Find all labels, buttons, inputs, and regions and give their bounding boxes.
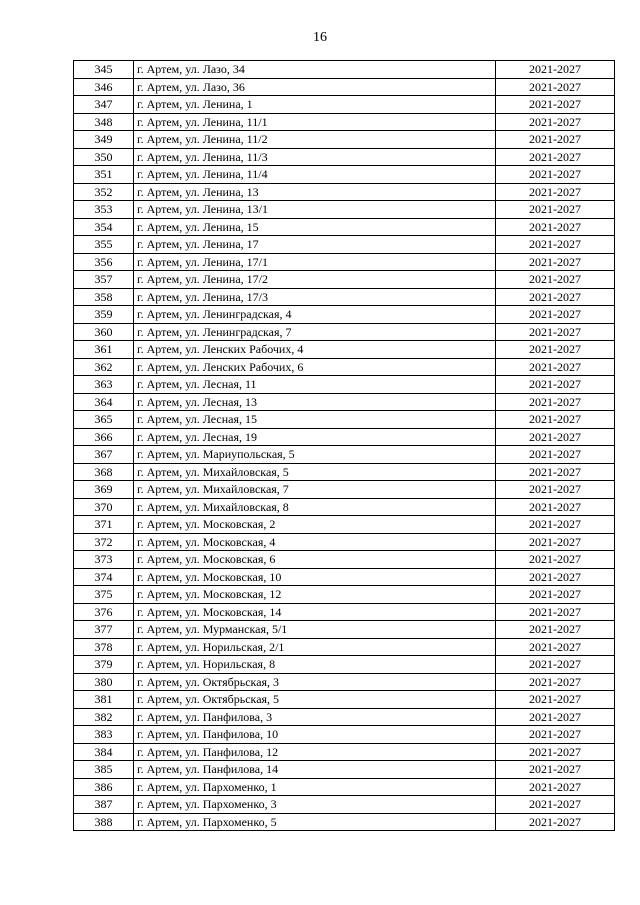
row-number-cell: 365 — [74, 411, 134, 429]
row-number-cell: 382 — [74, 708, 134, 726]
address-cell: г. Артем, ул. Московская, 12 — [134, 586, 496, 604]
table-row — [74, 183, 615, 201]
period-cell: 2021-2027 — [496, 673, 615, 691]
row-number-cell: 356 — [74, 253, 134, 271]
address-cell: г. Артем, ул. Ленских Рабочих, 6 — [134, 358, 496, 376]
period-cell: 2021-2027 — [496, 236, 615, 254]
row-number-cell: 378 — [74, 638, 134, 656]
table-row — [74, 638, 615, 656]
row-number-cell: 376 — [74, 603, 134, 621]
table-row — [74, 96, 615, 114]
row-number-cell: 383 — [74, 726, 134, 744]
address-cell: г. Артем, ул. Лесная, 15 — [134, 411, 496, 429]
row-number-cell: 358 — [74, 288, 134, 306]
address-cell: г. Артем, ул. Московская, 6 — [134, 551, 496, 569]
period-cell: 2021-2027 — [496, 78, 615, 96]
row-number-cell: 360 — [74, 323, 134, 341]
table-row — [74, 341, 615, 359]
table-row — [74, 778, 615, 796]
table-row — [74, 271, 615, 289]
table-row — [74, 446, 615, 464]
period-cell: 2021-2027 — [496, 411, 615, 429]
period-cell: 2021-2027 — [496, 743, 615, 761]
table-row — [74, 428, 615, 446]
table-row — [74, 148, 615, 166]
period-cell: 2021-2027 — [496, 271, 615, 289]
period-cell: 2021-2027 — [496, 568, 615, 586]
table-row — [74, 323, 615, 341]
table-row — [74, 603, 615, 621]
period-cell: 2021-2027 — [496, 358, 615, 376]
table-row — [74, 568, 615, 586]
table-row — [74, 498, 615, 516]
table-row — [74, 586, 615, 604]
period-cell: 2021-2027 — [496, 463, 615, 481]
table-row — [74, 113, 615, 131]
row-number-cell: 364 — [74, 393, 134, 411]
table-row — [74, 708, 615, 726]
address-cell: г. Артем, ул. Ленина, 11/2 — [134, 131, 496, 149]
address-cell: г. Артем, ул. Норильская, 8 — [134, 656, 496, 674]
period-cell: 2021-2027 — [496, 533, 615, 551]
row-number-cell: 352 — [74, 183, 134, 201]
row-number-cell: 361 — [74, 341, 134, 359]
period-cell: 2021-2027 — [496, 446, 615, 464]
address-cell: г. Артем, ул. Михайловская, 8 — [134, 498, 496, 516]
period-cell: 2021-2027 — [496, 306, 615, 324]
table-row — [74, 463, 615, 481]
row-number-cell: 381 — [74, 691, 134, 709]
row-number-cell: 359 — [74, 306, 134, 324]
row-number-cell: 348 — [74, 113, 134, 131]
table-row — [74, 621, 615, 639]
address-cell: г. Артем, ул. Панфилова, 3 — [134, 708, 496, 726]
table-row — [74, 411, 615, 429]
period-cell: 2021-2027 — [496, 516, 615, 534]
period-cell: 2021-2027 — [496, 218, 615, 236]
period-cell: 2021-2027 — [496, 778, 615, 796]
row-number-cell: 377 — [74, 621, 134, 639]
period-cell: 2021-2027 — [496, 131, 615, 149]
row-number-cell: 387 — [74, 796, 134, 814]
table-row — [74, 61, 615, 79]
table-row — [74, 551, 615, 569]
page-number: 16 — [313, 30, 327, 45]
row-number-cell: 372 — [74, 533, 134, 551]
table-row — [74, 236, 615, 254]
period-cell: 2021-2027 — [496, 96, 615, 114]
table-row — [74, 358, 615, 376]
address-cell: г. Артем, ул. Норильская, 2/1 — [134, 638, 496, 656]
row-number-cell: 366 — [74, 428, 134, 446]
table-row — [74, 481, 615, 499]
table-row — [74, 691, 615, 709]
period-cell: 2021-2027 — [496, 61, 615, 79]
address-cell: г. Артем, ул. Мурманская, 5/1 — [134, 621, 496, 639]
row-number-cell: 345 — [74, 61, 134, 79]
address-cell: г. Артем, ул. Михайловская, 7 — [134, 481, 496, 499]
row-number-cell: 357 — [74, 271, 134, 289]
table-row — [74, 656, 615, 674]
row-number-cell: 384 — [74, 743, 134, 761]
period-cell: 2021-2027 — [496, 428, 615, 446]
row-number-cell: 369 — [74, 481, 134, 499]
address-cell: г. Артем, ул. Ленина, 13/1 — [134, 201, 496, 219]
address-cell: г. Артем, ул. Пархоменко, 1 — [134, 778, 496, 796]
table-row — [74, 306, 615, 324]
address-cell: г. Артем, ул. Ленина, 17/3 — [134, 288, 496, 306]
period-cell: 2021-2027 — [496, 656, 615, 674]
address-table-body — [74, 61, 615, 831]
address-cell: г. Артем, ул. Московская, 4 — [134, 533, 496, 551]
address-cell: г. Артем, ул. Лесная, 11 — [134, 376, 496, 394]
address-cell: г. Артем, ул. Лесная, 19 — [134, 428, 496, 446]
row-number-cell: 388 — [74, 813, 134, 831]
period-cell: 2021-2027 — [496, 376, 615, 394]
period-cell: 2021-2027 — [496, 288, 615, 306]
period-cell: 2021-2027 — [496, 323, 615, 341]
table-row — [74, 393, 615, 411]
row-number-cell: 367 — [74, 446, 134, 464]
row-number-cell: 353 — [74, 201, 134, 219]
table-row — [74, 166, 615, 184]
address-cell: г. Артем, ул. Панфилова, 10 — [134, 726, 496, 744]
period-cell: 2021-2027 — [496, 603, 615, 621]
address-cell: г. Артем, ул. Мариупольская, 5 — [134, 446, 496, 464]
table-row — [74, 813, 615, 831]
address-cell: г. Артем, ул. Ленина, 17/1 — [134, 253, 496, 271]
row-number-cell: 350 — [74, 148, 134, 166]
row-number-cell: 363 — [74, 376, 134, 394]
period-cell: 2021-2027 — [496, 253, 615, 271]
address-cell: г. Артем, ул. Ленина, 11/4 — [134, 166, 496, 184]
row-number-cell: 385 — [74, 761, 134, 779]
table-row — [74, 218, 615, 236]
period-cell: 2021-2027 — [496, 481, 615, 499]
row-number-cell: 374 — [74, 568, 134, 586]
period-cell: 2021-2027 — [496, 551, 615, 569]
period-cell: 2021-2027 — [496, 796, 615, 814]
row-number-cell: 355 — [74, 236, 134, 254]
row-number-cell: 346 — [74, 78, 134, 96]
table-row — [74, 743, 615, 761]
row-number-cell: 349 — [74, 131, 134, 149]
period-cell: 2021-2027 — [496, 761, 615, 779]
address-cell: г. Артем, ул. Ленина, 17 — [134, 236, 496, 254]
address-cell: г. Артем, ул. Октябрьская, 3 — [134, 673, 496, 691]
table-row — [74, 376, 615, 394]
address-cell: г. Артем, ул. Ленинградская, 4 — [134, 306, 496, 324]
row-number-cell: 380 — [74, 673, 134, 691]
address-cell: г. Артем, ул. Пархоменко, 3 — [134, 796, 496, 814]
period-cell: 2021-2027 — [496, 113, 615, 131]
table-row — [74, 796, 615, 814]
address-cell: г. Артем, ул. Лесная, 13 — [134, 393, 496, 411]
row-number-cell: 379 — [74, 656, 134, 674]
period-cell: 2021-2027 — [496, 813, 615, 831]
table-row — [74, 516, 615, 534]
row-number-cell: 370 — [74, 498, 134, 516]
row-number-cell: 371 — [74, 516, 134, 534]
period-cell: 2021-2027 — [496, 183, 615, 201]
address-cell: г. Артем, ул. Ленина, 15 — [134, 218, 496, 236]
period-cell: 2021-2027 — [496, 341, 615, 359]
table-row — [74, 131, 615, 149]
address-cell: г. Артем, ул. Ленина, 13 — [134, 183, 496, 201]
address-cell: г. Артем, ул. Ленина, 1 — [134, 96, 496, 114]
address-cell: г. Артем, ул. Панфилова, 14 — [134, 761, 496, 779]
period-cell: 2021-2027 — [496, 166, 615, 184]
period-cell: 2021-2027 — [496, 638, 615, 656]
period-cell: 2021-2027 — [496, 498, 615, 516]
table-row — [74, 78, 615, 96]
row-number-cell: 351 — [74, 166, 134, 184]
address-cell: г. Артем, ул. Московская, 10 — [134, 568, 496, 586]
period-cell: 2021-2027 — [496, 148, 615, 166]
address-cell: г. Артем, ул. Ленина, 17/2 — [134, 271, 496, 289]
period-cell: 2021-2027 — [496, 708, 615, 726]
address-cell: г. Артем, ул. Ленских Рабочих, 4 — [134, 341, 496, 359]
address-cell: г. Артем, ул. Московская, 14 — [134, 603, 496, 621]
table-row — [74, 288, 615, 306]
table-row — [74, 201, 615, 219]
table-row — [74, 761, 615, 779]
period-cell: 2021-2027 — [496, 201, 615, 219]
address-cell: г. Артем, ул. Пархоменко, 5 — [134, 813, 496, 831]
table-row — [74, 726, 615, 744]
table-row — [74, 533, 615, 551]
row-number-cell: 368 — [74, 463, 134, 481]
row-number-cell: 373 — [74, 551, 134, 569]
address-cell: г. Артем, ул. Лазо, 36 — [134, 78, 496, 96]
address-cell: г. Артем, ул. Михайловская, 5 — [134, 463, 496, 481]
address-cell: г. Артем, ул. Московская, 2 — [134, 516, 496, 534]
period-cell: 2021-2027 — [496, 586, 615, 604]
address-cell: г. Артем, ул. Октябрьская, 5 — [134, 691, 496, 709]
row-number-cell: 354 — [74, 218, 134, 236]
period-cell: 2021-2027 — [496, 393, 615, 411]
address-cell: г. Артем, ул. Ленина, 11/3 — [134, 148, 496, 166]
period-cell: 2021-2027 — [496, 726, 615, 744]
row-number-cell: 386 — [74, 778, 134, 796]
address-cell: г. Артем, ул. Панфилова, 12 — [134, 743, 496, 761]
address-cell: г. Артем, ул. Ленинградская, 7 — [134, 323, 496, 341]
table-row — [74, 253, 615, 271]
period-cell: 2021-2027 — [496, 621, 615, 639]
row-number-cell: 375 — [74, 586, 134, 604]
table-row — [74, 673, 615, 691]
address-table — [73, 60, 615, 831]
period-cell: 2021-2027 — [496, 691, 615, 709]
row-number-cell: 362 — [74, 358, 134, 376]
row-number-cell: 347 — [74, 96, 134, 114]
address-cell: г. Артем, ул. Лазо, 34 — [134, 61, 496, 79]
address-cell: г. Артем, ул. Ленина, 11/1 — [134, 113, 496, 131]
